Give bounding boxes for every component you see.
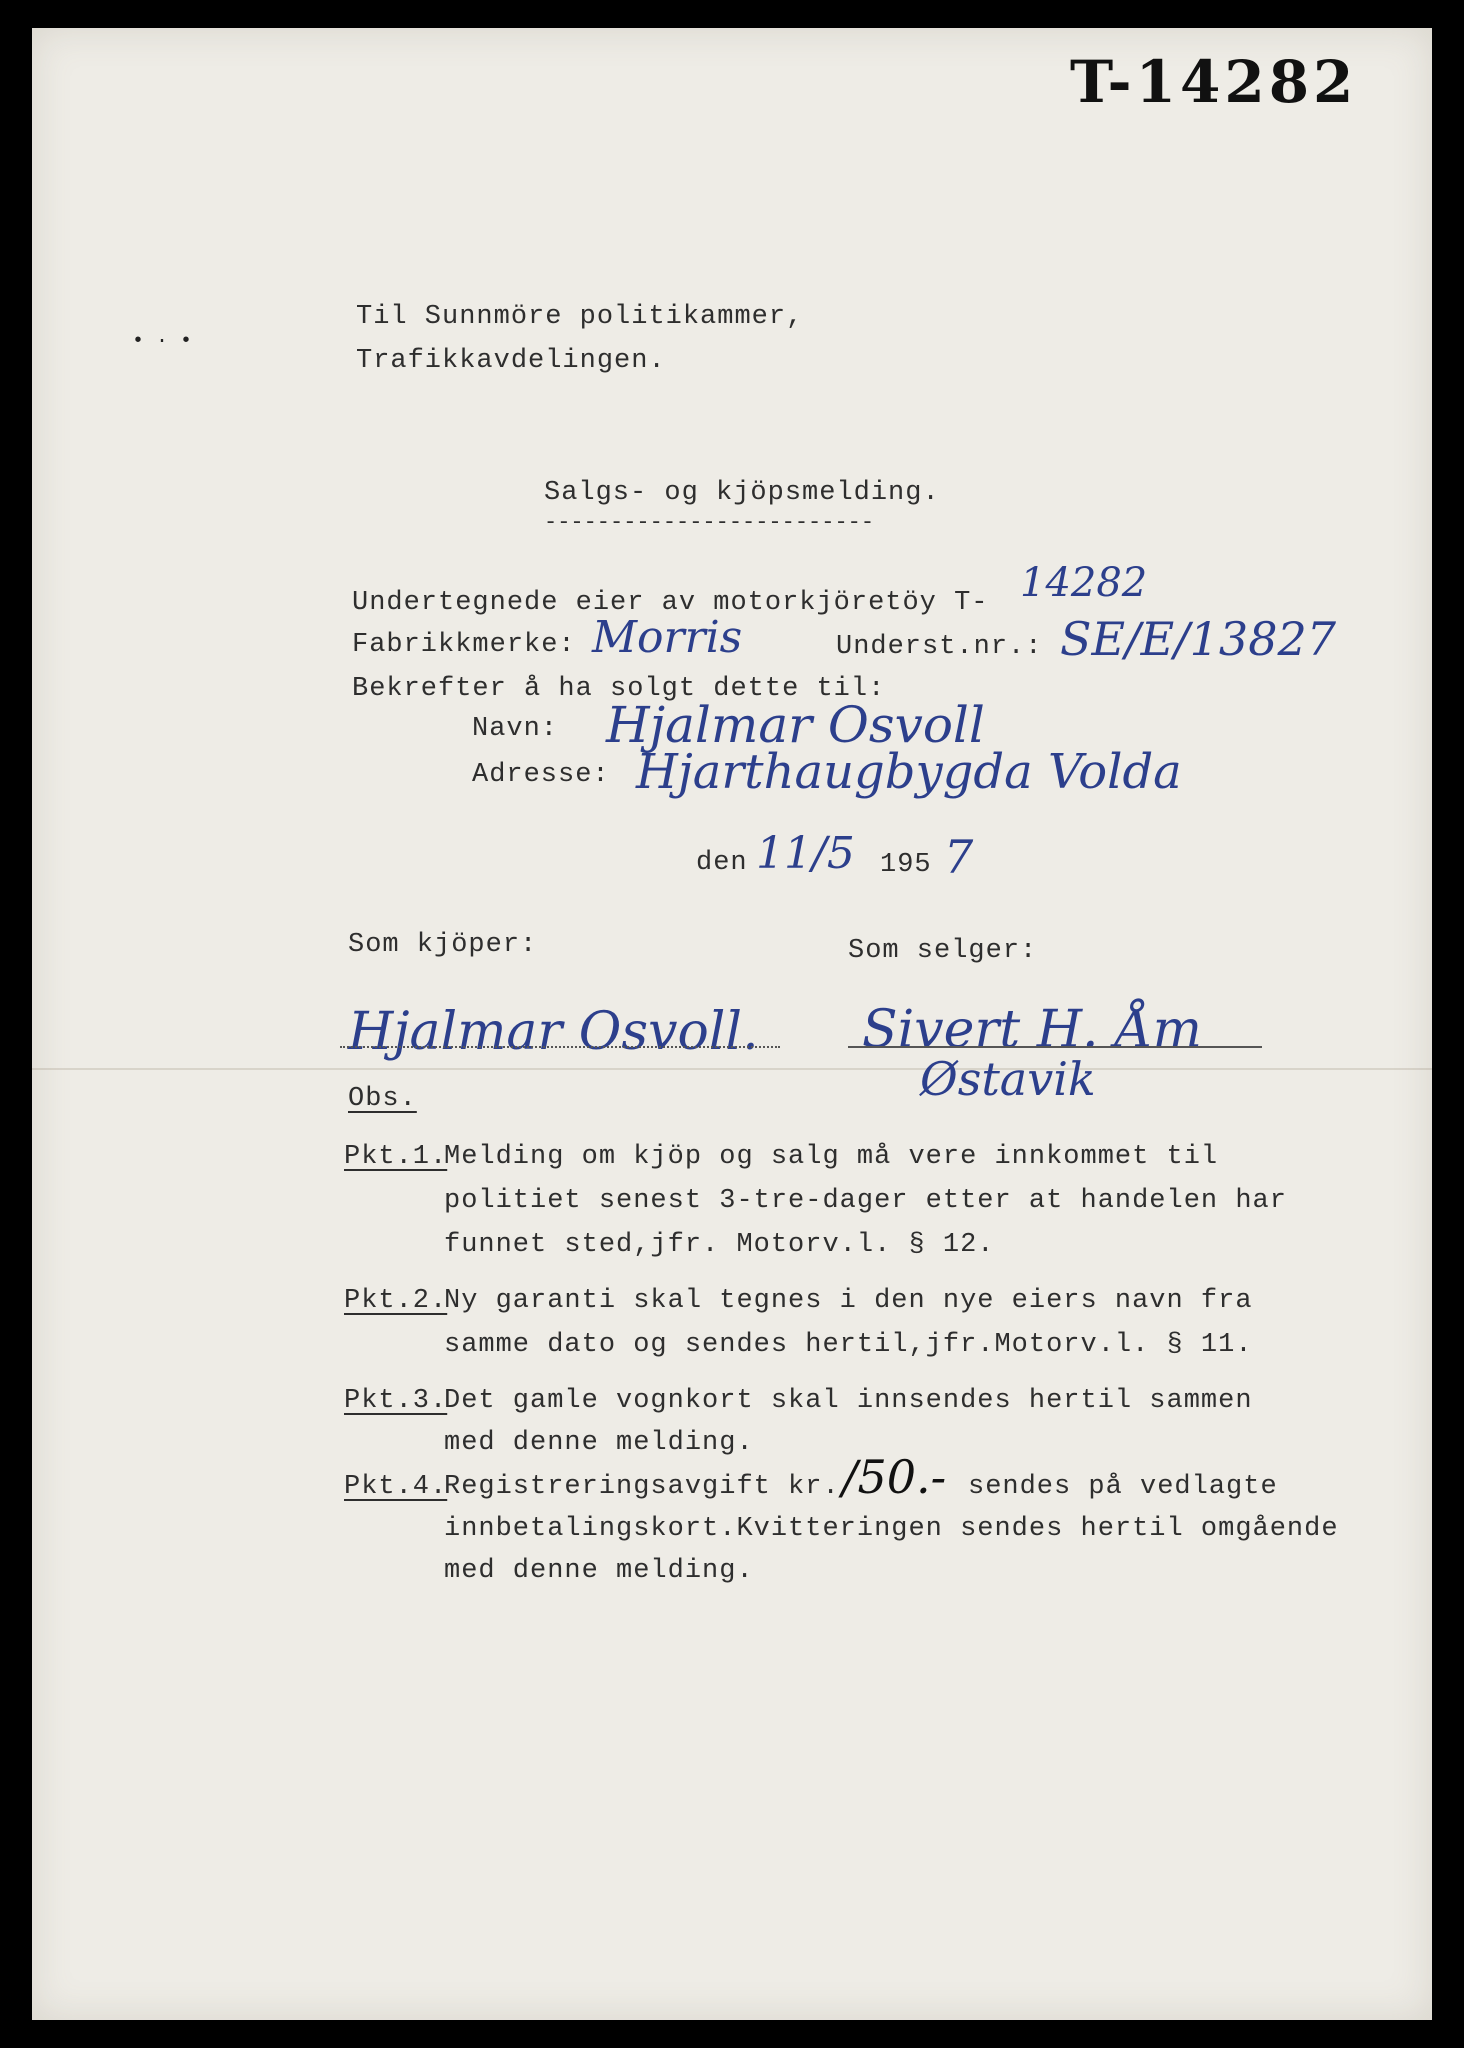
chassis-label: Underst.nr.: <box>836 632 1043 662</box>
make-value: Morris <box>592 612 743 663</box>
date-value: 11/5 <box>756 828 855 879</box>
year-suffix: 7 <box>944 830 974 884</box>
buyer-signature: Hjalmar Osvoll. <box>348 1002 759 1062</box>
fold-line <box>32 1068 1432 1070</box>
note-4-label: Pkt.4. <box>344 1472 448 1502</box>
seller-signature: Sivert H. Åm <box>862 1000 1202 1060</box>
confirm-label: Bekrefter å ha solgt dette til: <box>352 674 886 704</box>
note-3-line-1: Det gamle vognkort skal innsendes hertil sammen <box>444 1386 1253 1416</box>
owner-value: 14282 <box>1020 560 1148 606</box>
address-line-1: Til Sunnmöre politikammer, <box>356 302 804 332</box>
note-1-line-2: politiet senest 3-tre-dager etter at handelen har <box>444 1186 1287 1216</box>
address-value: Hjarthaugbygda Volda <box>636 744 1182 800</box>
note-4-line-1b: sendes på vedlagte <box>968 1472 1278 1502</box>
seller-place: Østavik <box>920 1052 1096 1106</box>
note-2-label: Pkt.2. <box>344 1286 448 1316</box>
stray-marks: • · • <box>132 330 193 353</box>
buyer-label: Som kjöper: <box>348 930 538 960</box>
title-rule: ------------------------- <box>544 510 875 535</box>
owner-label: Undertegnede eier av motorkjöretöy T- <box>352 588 989 618</box>
date-prefix: den <box>696 848 748 878</box>
notes-heading: Obs. <box>348 1084 417 1114</box>
note-4-line-2: innbetalingskort.Kvitteringen sendes hertil omgående <box>444 1514 1339 1544</box>
note-1-label: Pkt.1. <box>344 1142 448 1172</box>
note-4-line-1a: Registreringsavgift kr. <box>444 1472 840 1502</box>
note-3-line-2: med denne melding. <box>444 1428 754 1458</box>
fee-value: /50.- <box>842 1450 947 1504</box>
name-label: Navn: <box>472 714 559 744</box>
document-title: Salgs- og kjöpsmelding. <box>544 478 940 508</box>
note-2-line-1: Ny garanti skal tegnes i den nye eiers navn fra <box>444 1286 1253 1316</box>
seller-label: Som selger: <box>848 936 1038 966</box>
name-value: Hjalmar Osvoll <box>606 696 985 754</box>
note-1-line-3: funnet sted,jfr. Motorv.l. § 12. <box>444 1230 995 1260</box>
address-label: Adresse: <box>472 760 610 790</box>
note-3-label: Pkt.3. <box>344 1386 448 1416</box>
note-2-line-2: samme dato og sendes hertil,jfr.Motorv.l. § 11. <box>444 1330 1253 1360</box>
seller-signature-line <box>848 1046 1262 1048</box>
file-number: T-14282 <box>1070 48 1358 116</box>
note-4-line-3: med denne melding. <box>444 1556 754 1586</box>
year-prefix: 195 <box>880 850 932 880</box>
make-label: Fabrikkmerke: <box>352 630 576 660</box>
address-line-2: Trafikkavdelingen. <box>356 346 666 376</box>
chassis-value: SE/E/13827 <box>1060 612 1336 666</box>
note-1-line-1: Melding om kjöp og salg må vere innkommet til <box>444 1142 1219 1172</box>
buyer-signature-line <box>340 1046 780 1048</box>
